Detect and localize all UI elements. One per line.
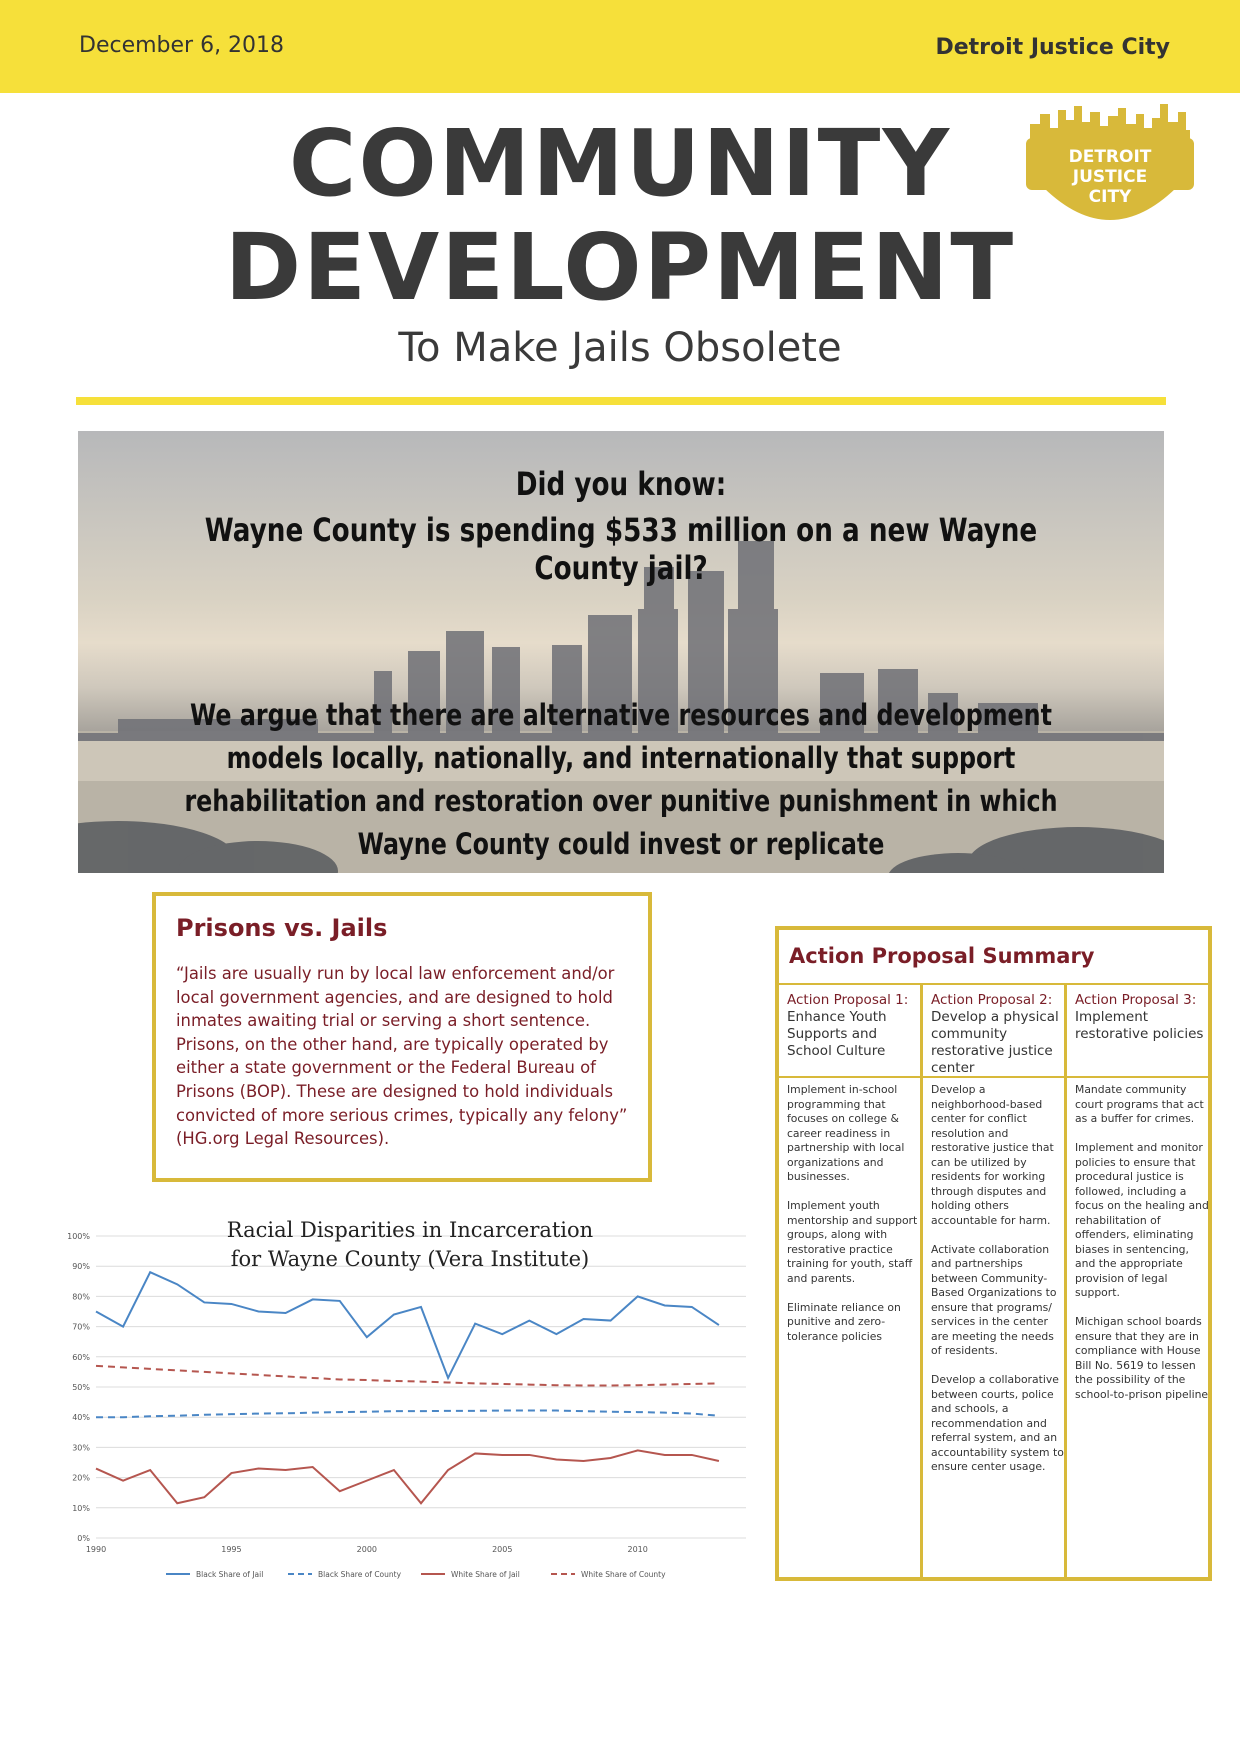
proposal-3-title: Implement restorative policies [1075, 1009, 1204, 1042]
proposal-1-title: Enhance Youth Supports and School Culture [787, 1009, 887, 1059]
series-line-1 [96, 1411, 719, 1418]
series-line-0 [96, 1272, 719, 1378]
logo-text-city: CITY [1088, 187, 1132, 207]
hero-banner [78, 431, 1164, 873]
chart-title-line-2: for Wayne County (Vera Institute) [230, 1247, 590, 1271]
proposal-1-details: Implement in-school programming that focuses on college & career readiness in partnership with local organizations and businesses. Implement youth mentorship and support groups, along with restorative practice training for youth, staff and parents. Eliminate reliance on punitive and zero-tolerance policies [787, 1083, 918, 1343]
chart-title [180, 1216, 640, 1274]
organization-label: Detroit Justice City [935, 35, 1170, 60]
y-tick-label: 100% [67, 1232, 90, 1241]
proposal-1-header [787, 992, 917, 1060]
y-tick-label: 30% [72, 1443, 90, 1453]
x-tick-label: 1995 [221, 1545, 242, 1554]
y-tick-label: 10% [72, 1503, 90, 1513]
y-tick-label: 40% [72, 1413, 90, 1423]
action-proposal-summary [775, 926, 1212, 1581]
proposal-2-details: Develop a neighborhood-based center for conflict resolution and restorative justice that can be utilized by residents for working through disputes and holding others accountable for harm. Activate collaboration and partnerships between Community-Based Organizations to ensure that programs/ services in the center are meeting the needs of residents. Develop a collaborative between courts, police and schools, a recommendation and referral system, and an accountability system to ensure center usage. [931, 1083, 1064, 1473]
prisons-vs-jails-heading: Prisons vs. Jails [176, 914, 388, 942]
hero-argument: We argue that there are alternative resources and development models locally, nationally, and internationally that support rehabilitation and restoration over punitive punishment in which Wayne County could invest or replicate [184, 698, 1058, 861]
date-label: December 6, 2018 [79, 33, 285, 58]
x-tick-label: 1990 [85, 1545, 107, 1554]
legend-label-0: Black Share of Jail [196, 1570, 264, 1579]
subtitle: To Make Jails Obsolete [398, 325, 842, 371]
series-line-3 [96, 1366, 719, 1386]
proposal-3-label: Action Proposal 3: [1075, 992, 1197, 1008]
chart-title-line-1: Racial Disparities in Incarceration [226, 1218, 594, 1242]
hero-question-line-2: Wayne County is spending $533 million on a new Wayne County jail? [204, 511, 1038, 587]
y-tick-label: 50% [72, 1383, 90, 1392]
series-line-2 [96, 1450, 719, 1503]
action-summary-heading: Action Proposal Summary [789, 944, 1095, 968]
logo-text-justice: JUSTICE [1072, 167, 1148, 187]
title-line-2: DEVELOPMENT [224, 214, 1016, 321]
divider-rule [76, 397, 1166, 405]
hero-question-line-1: Did you know: [515, 465, 727, 503]
prisons-vs-jails-box [152, 892, 652, 1182]
x-tick-label: 2010 [627, 1545, 648, 1554]
summary-divider-top [779, 983, 1208, 985]
title-line-1: COMMUNITY [288, 110, 952, 217]
x-tick-label: 2005 [492, 1545, 513, 1554]
y-tick-label: 90% [72, 1262, 90, 1272]
header-bar [0, 0, 1240, 93]
y-tick-label: 80% [72, 1292, 90, 1302]
x-tick-label: 2000 [356, 1545, 378, 1554]
legend-label-3: White Share of County [581, 1570, 666, 1579]
proposal-2-title: Develop a physical community restorative justice center [931, 1009, 1059, 1076]
prisons-vs-jails-body: “Jails are usually run by local law enforcement and/or local government agencies, and are designed to hold inmates awaiting trial or serving a short sentence. Prisons, on the other hand, are typically operated by either a state government or the Federal Bureau of Prisons (BOP). These are designed to hold individuals convicted of more serious crimes, typically any felony” (HG.org Legal Resources). [176, 964, 628, 1149]
proposal-1-label: Action Proposal 1: [787, 992, 909, 1008]
proposal-3-details: Mandate community court programs that act as a buffer for crimes. Implement and monitor policies to ensure that procedural justice is followed, including a focus on the healing and rehabilitation of offenders, eliminating biases in sentencing, and the appropriate provision of legal support. Michigan school boards ensure that they are in compliance with House Bill No. 5619 to lessen the possibility of the school-to-prison pipeline [1075, 1083, 1209, 1401]
proposal-3-header [1075, 992, 1205, 1043]
logo-text-detroit: DETROIT [1068, 147, 1152, 167]
proposal-2-label: Action Proposal 2: [931, 992, 1053, 1008]
y-tick-label: 20% [72, 1473, 90, 1483]
y-tick-label: 0% [77, 1534, 90, 1543]
legend-label-1: Black Share of County [318, 1570, 402, 1579]
y-tick-label: 60% [72, 1352, 90, 1362]
legend-label-2: White Share of Jail [451, 1570, 520, 1579]
y-tick-label: 70% [72, 1322, 90, 1332]
proposal-2-header [931, 992, 1061, 1077]
